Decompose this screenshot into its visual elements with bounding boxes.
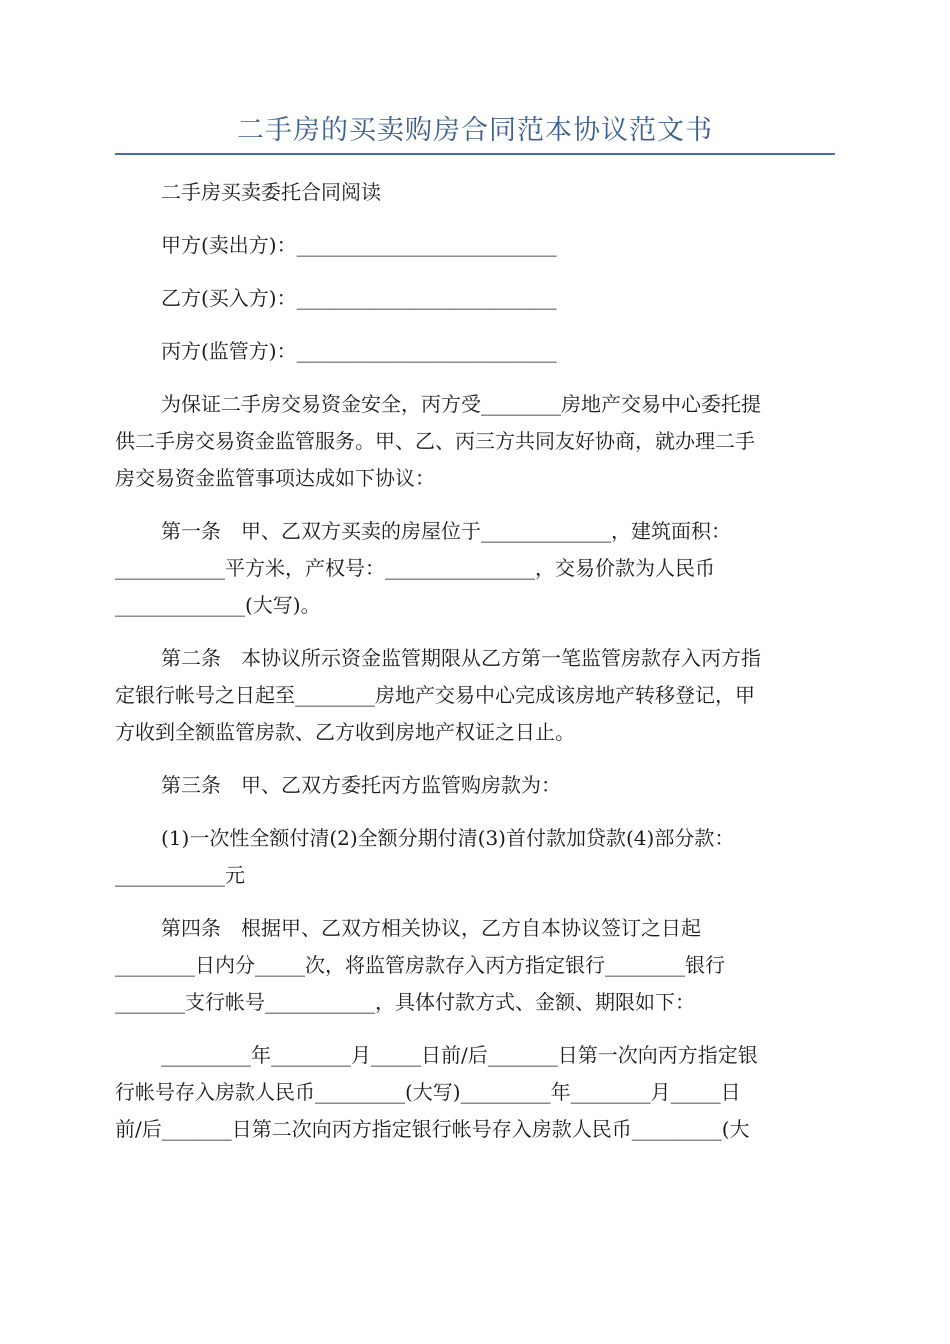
article-3-options-paragraph: [115, 820, 835, 894]
article-1-paragraph: [115, 513, 835, 624]
article-3-paragraph: [115, 767, 835, 804]
article-4-paragraph: [115, 910, 835, 1021]
party-c-line: 丙方(监管方)：__________________________: [161, 339, 557, 363]
schedule-paragraph: [115, 1037, 835, 1148]
article-4-line: _______支行帐号___________，具体付款方式、金额、期限如下：: [115, 990, 695, 1014]
intro-line: 为保证二手房交易资金安全，丙方受________房地产交易中心委托提: [161, 392, 761, 416]
party-b-line: 乙方(买入方)：__________________________: [161, 286, 557, 310]
party-a-line: 甲方(卖出方)：__________________________: [161, 233, 557, 257]
document-title: 二手房的买卖购房合同范本协议范文书: [237, 115, 713, 146]
schedule-line: _________年________月_____日前/后_______日第一次向丙方指定银: [161, 1043, 758, 1067]
subtitle: 二手房买卖委托合同阅读: [161, 180, 381, 204]
article-2-line: 第二条 本协议所示资金监管期限从乙方第一笔监管房款存入丙方指: [161, 646, 761, 670]
article-1-line: ___________平方米，产权号：_______________，交易价款为人民币: [115, 556, 715, 580]
title-underline: [115, 153, 835, 155]
article-3-line: 第三条 甲、乙双方委托丙方监管购房款为：: [161, 773, 561, 797]
schedule-line: 行帐号存入房款人民币_________(大写)_________年________月_____日: [115, 1080, 741, 1104]
article-1-line: _____________(大写)。: [115, 593, 321, 617]
article-2-line: 方收到全额监管房款、乙方收到房地产权证之日止。: [115, 720, 575, 744]
article-1-line: 第一条 甲、乙双方买卖的房屋位于_____________，建筑面积：: [161, 519, 731, 543]
document-body: [115, 174, 835, 1164]
intro-line: 供二手房交易资金监管服务。甲、乙、丙三方共同友好协商，就办理二手: [115, 429, 755, 453]
schedule-line: 前/后_______日第二次向丙方指定银行帐号存入房款人民币_________(大: [115, 1117, 750, 1141]
article-4-line: ________日内分_____次，将监管房款存入丙方指定银行________银行: [115, 953, 725, 977]
article-3-options-line: ___________元: [115, 863, 245, 887]
article-4-line: 第四条 根据甲、乙双方相关协议，乙方自本协议签订之日起: [161, 916, 701, 940]
article-3-options-line: (1)一次性全额付清(2)全额分期付清(3)首付款加贷款(4)部分款：: [161, 826, 735, 850]
intro-paragraph: [115, 386, 835, 497]
article-2-line: 定银行帐号之日起至________房地产交易中心完成该房地产转移登记，甲: [115, 683, 755, 707]
intro-line: 房交易资金监管事项达成如下协议：: [115, 466, 435, 490]
article-2-paragraph: [115, 640, 835, 751]
